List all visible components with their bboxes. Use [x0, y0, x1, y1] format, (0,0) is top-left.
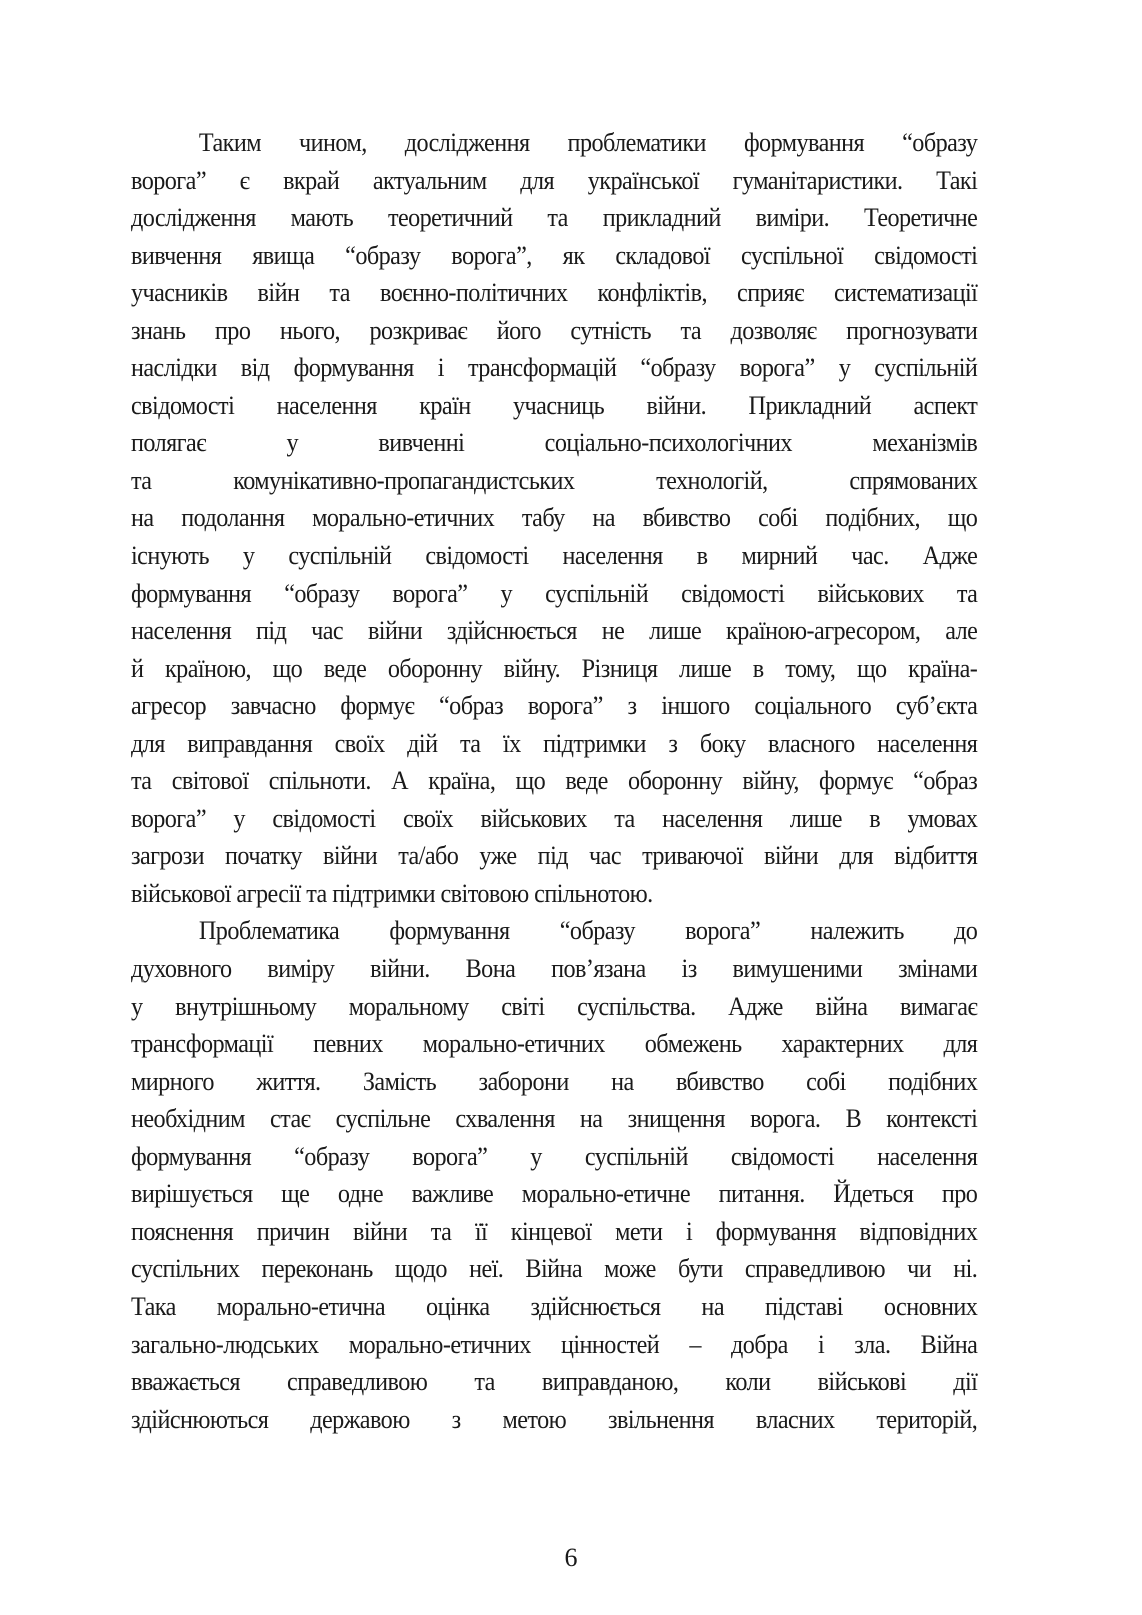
- paragraph-1-line-17: для виправдання своїх дій та їх підтримки з боку власного населення: [131, 728, 978, 758]
- paragraph-2-line-12: загально-людських морально-етичних цінностей – добра і зла. Війна: [131, 1329, 978, 1359]
- paragraph-2-line-4: трансформації певних морально-етичних обмежень характерних для: [131, 1029, 978, 1059]
- paragraph-1-line-8: свідомості населення країн учасниць війни. Прикладний аспект: [131, 390, 978, 420]
- paragraph-1-line-3: дослідження мають теоретичний та прикладний виміри. Теоретичне: [131, 203, 978, 233]
- paragraph-1-line-14: населення під час війни здійснюється не лише країною-агресором, але: [131, 616, 978, 646]
- paragraph-2-line-7: формування “образу ворога” у суспільній свідомості населення: [131, 1141, 978, 1171]
- paragraph-2-line-10: суспільних переконань щодо неї. Війна може бути справедливою чи ні.: [131, 1254, 978, 1284]
- paragraph-2-line-9: пояснення причин війни та її кінцевої мети і формування відповідних: [131, 1216, 978, 1246]
- paragraph-1-line-11: на подолання морально-етичних табу на вбивство собі подібних, що: [131, 503, 978, 533]
- paragraph-1-line-15: й країною, що веде оборонну війну. Різниця лише в тому, що країна-: [131, 653, 978, 683]
- paragraph-1-line-16: агресор завчасно формує “образ ворога” з іншого соціального суб’єкта: [131, 691, 978, 721]
- paragraph-1-line-18: та світової спільноти. А країна, що веде оборонну війну, формує “образ: [131, 766, 978, 796]
- paragraph-1-line-4: вивчення явища “образу ворога”, як складової суспільної свідомості: [131, 240, 978, 270]
- paragraph-2-line-11: Така морально-етична оцінка здійснюється на підставі основних: [131, 1291, 978, 1321]
- paragraph-1-line-2: ворога” є вкрай актуальним для української гуманітаристики. Такі: [131, 165, 978, 195]
- paragraph-2-line-13: вважається справедливою та виправданою, коли військові дії: [131, 1367, 978, 1397]
- body-text: [131, 124, 978, 1438]
- paragraph-1-line-9: полягає у вивченні соціально-психологічних механізмів: [131, 428, 978, 458]
- paragraph-1-line-7: наслідки від формування і трансформацій “образу ворога” у суспільній: [131, 353, 978, 383]
- paragraph-2-line-2: духовного виміру війни. Вона пов’язана із вимушеними змінами: [131, 954, 978, 984]
- paragraph-1-line-12: існують у суспільній свідомості населення в мирний час. Адже: [131, 541, 978, 571]
- paragraph-1-line-10: та комунікативно-пропагандистських технологій, спрямованих: [131, 465, 978, 495]
- paragraph-2-line-8: вирішується ще одне важливе морально-етичне питання. Йдеться про: [131, 1179, 978, 1209]
- paragraph-1-line-20: загрози початку війни та/або уже під час триваючої війни для відбиття: [131, 841, 978, 871]
- paragraph-1-line-6: знань про нього, розкриває його сутність та дозволяє прогнозувати: [131, 315, 978, 345]
- paragraph-2-line-3: у внутрішньому моральному світі суспільства. Адже війна вимагає: [131, 991, 978, 1021]
- paragraph-1-line-1: Таким чином, дослідження проблематики формування “образу: [198, 128, 978, 157]
- page-number: 6: [564, 1543, 578, 1572]
- paragraph-1-line-21: військової агресії та підтримки світовою спільнотою.: [131, 878, 653, 908]
- paragraph-2-line-14: здійснюються державою з метою звільнення власних територій,: [131, 1404, 978, 1434]
- paragraph-1-line-5: учасників війн та воєнно-політичних конфліктів, сприяє систематизації: [131, 278, 978, 308]
- paragraph-1-line-19: ворога” у свідомості своїх військових та населення лише в умовах: [131, 803, 978, 833]
- paragraph-1-line-13: формування “образу ворога” у суспільній свідомості військових та: [131, 578, 978, 608]
- paragraph-2-line-1: Проблематика формування “образу ворога” належить до: [198, 916, 978, 946]
- paragraph-2-line-6: необхідним стає суспільне схвалення на знищення ворога. В контексті: [131, 1104, 978, 1134]
- paragraph-2-line-5: мирного життя. Замість заборони на вбивство собі подібних: [131, 1066, 978, 1096]
